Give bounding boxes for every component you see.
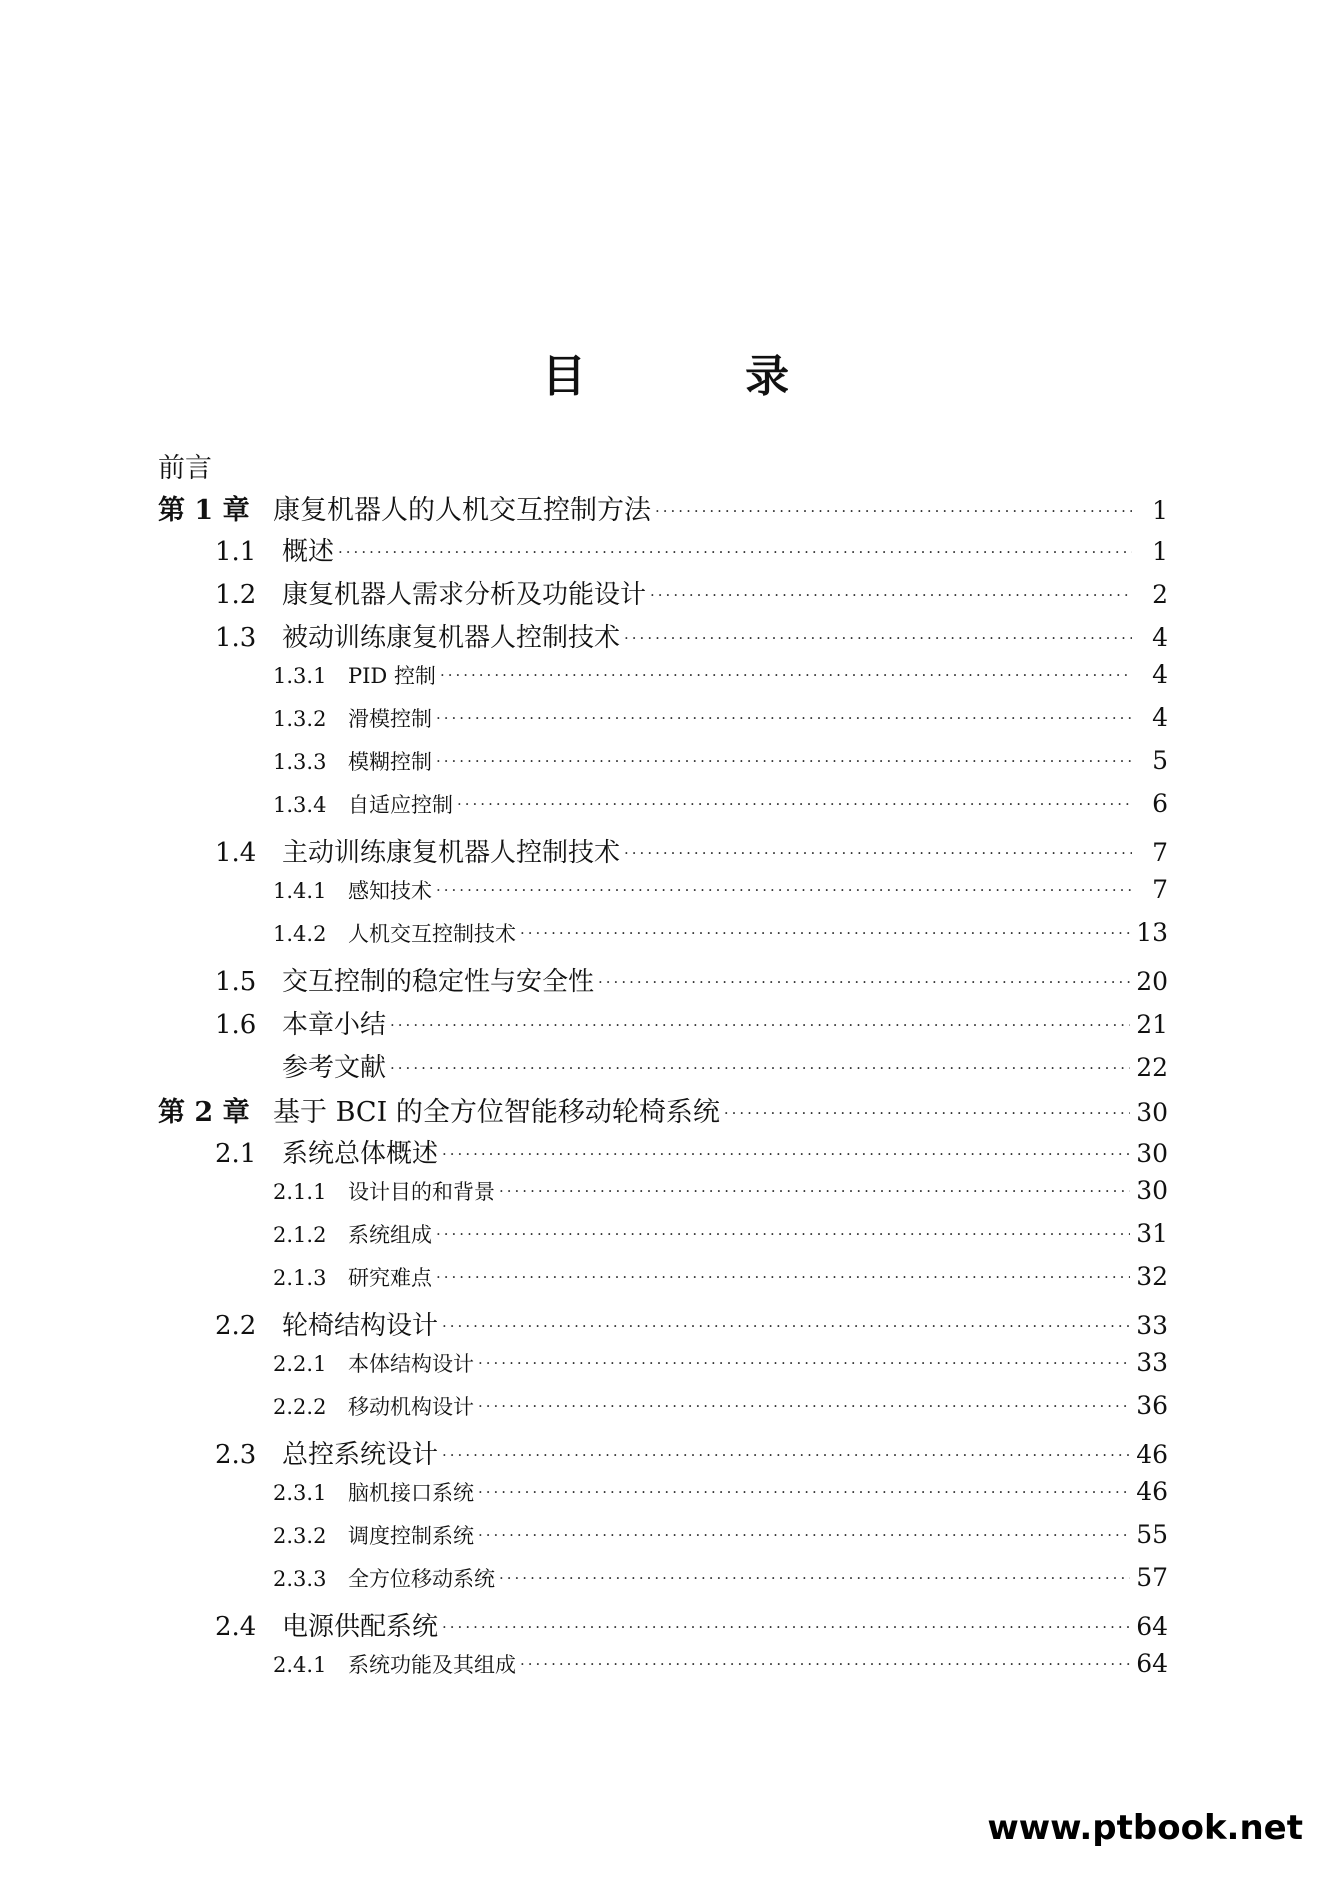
- toc-entry-section[interactable]: [158, 531, 1168, 574]
- toc-dot-leader: [436, 881, 1132, 899]
- toc-dot-leader: [624, 629, 1132, 647]
- toc-entry-number: 1.2: [215, 580, 257, 610]
- toc-entry-subsection[interactable]: [158, 1176, 1168, 1219]
- toc-dot-leader: [655, 502, 1132, 520]
- toc-entry-title: 系统组成: [348, 1223, 432, 1247]
- toc-entry-page-number: 2: [1152, 580, 1168, 609]
- toc-dot-leader: [650, 586, 1132, 604]
- toc-entry-title: 系统功能及其组成: [348, 1653, 516, 1677]
- toc-entry-number: 2.4.1: [273, 1653, 327, 1677]
- toc-dot-leader: [724, 1104, 1130, 1122]
- toc-entry-subsection[interactable]: [158, 660, 1168, 703]
- toc-dot-leader: [390, 1059, 1130, 1077]
- toc-entry-section[interactable]: [158, 574, 1168, 617]
- toc-entry-chapter[interactable]: [158, 488, 1168, 531]
- toc-entry-chapter[interactable]: [158, 1090, 1168, 1133]
- toc-entry-title: PID 控制: [348, 664, 436, 688]
- toc-entry-page-number: 13: [1136, 918, 1168, 947]
- toc-entry-subsection[interactable]: [158, 1520, 1168, 1563]
- toc-entry-subsection[interactable]: [158, 875, 1168, 918]
- toc-dot-leader: [499, 1182, 1130, 1200]
- toc-entry-subsection[interactable]: [158, 1348, 1168, 1391]
- toc-entry-number: 2.4: [215, 1612, 257, 1642]
- toc-entry-subsection[interactable]: [158, 746, 1168, 789]
- toc-dot-leader: [442, 1317, 1130, 1335]
- toc-entry-section[interactable]: [158, 1004, 1168, 1047]
- toc-entry-subsection[interactable]: [158, 1563, 1168, 1606]
- toc-entry-subsection[interactable]: [158, 1262, 1168, 1305]
- toc-entry-number: 2.3.3: [273, 1567, 327, 1591]
- toc-entry-section[interactable]: [158, 1047, 1168, 1090]
- toc-entry-number: 1.3: [215, 623, 257, 653]
- toc-entry-page-number: 30: [1136, 1139, 1168, 1168]
- toc-entry-title: 交互控制的稳定性与安全性: [282, 967, 595, 997]
- toc-dot-leader: [436, 709, 1132, 727]
- toc-entry-title: 本体结构设计: [348, 1352, 474, 1376]
- watermark: www.ptbook.net: [987, 1808, 1303, 1848]
- toc-entry-page-number: 46: [1136, 1440, 1168, 1469]
- toc-dot-leader: [442, 1446, 1130, 1464]
- toc-entry-number: 1.3.4: [273, 793, 327, 817]
- toc-entry-section[interactable]: [158, 1434, 1168, 1477]
- toc-entry-subsection[interactable]: [158, 918, 1168, 961]
- toc-entry-number: 2.1.1: [273, 1180, 327, 1204]
- toc-dot-leader: [440, 666, 1132, 684]
- toc-dot-leader: [442, 1145, 1130, 1163]
- toc-entry-subsection[interactable]: [158, 1649, 1168, 1692]
- toc-entry-title: 基于 BCI 的全方位智能移动轮椅系统: [273, 1097, 720, 1128]
- toc-entry-page-number: 64: [1136, 1612, 1168, 1641]
- toc-entry-title: 自适应控制: [348, 793, 453, 817]
- toc-entry-title: 本章小结: [282, 1010, 387, 1040]
- toc-entry-number: 2.2: [215, 1311, 257, 1341]
- toc-entry-subsection[interactable]: [158, 1219, 1168, 1262]
- toc-entry-page-number: 57: [1136, 1563, 1168, 1592]
- toc-entry-page-number: 7: [1152, 875, 1168, 904]
- toc-entry-title: 研究难点: [348, 1266, 432, 1290]
- toc-dot-leader: [478, 1483, 1130, 1501]
- toc-entry-number: 2.2.2: [273, 1395, 327, 1419]
- toc-entry-page-number: 4: [1152, 703, 1168, 732]
- toc-entry-page-number: 33: [1136, 1311, 1168, 1340]
- toc-entry-page-number: 1: [1152, 496, 1168, 525]
- toc-entry-number: 1.4.2: [273, 922, 327, 946]
- toc-entry-page-number: 1: [1152, 537, 1168, 566]
- toc-dot-leader: [436, 752, 1132, 770]
- toc-entry-page-number: 36: [1136, 1391, 1168, 1420]
- toc-entry-title: 调度控制系统: [348, 1524, 474, 1548]
- toc-dot-leader: [442, 1618, 1130, 1636]
- toc-entry-number: 2.1.3: [273, 1266, 327, 1290]
- toc-entry-title: 设计目的和背景: [348, 1180, 495, 1204]
- toc-dot-leader: [390, 1016, 1130, 1034]
- toc-dot-leader: [624, 844, 1132, 862]
- toc-entry-section[interactable]: [158, 1133, 1168, 1176]
- toc-dot-leader: [520, 924, 1130, 942]
- toc-entry-page-number: 31: [1136, 1219, 1168, 1248]
- toc-entry-title: 参考文献: [282, 1053, 387, 1083]
- toc-entry-title: 总控系统设计: [282, 1440, 439, 1470]
- toc-entry-title: 移动机构设计: [348, 1395, 474, 1419]
- toc-entry-title: 系统总体概述: [282, 1139, 439, 1169]
- toc-entry-page-number: 64: [1136, 1649, 1168, 1678]
- toc-entry-page-number: 4: [1152, 660, 1168, 689]
- toc-entry-title: 前言: [158, 453, 212, 484]
- toc-entry-section[interactable]: [158, 832, 1168, 875]
- toc-entry-section[interactable]: [158, 1606, 1168, 1649]
- toc-dot-leader: [338, 543, 1132, 561]
- toc-entry-section[interactable]: [158, 617, 1168, 660]
- toc-dot-leader: [520, 1655, 1130, 1673]
- toc-entry-number: 1.3.3: [273, 750, 327, 774]
- toc-entry-number: 1.3.1: [273, 664, 327, 688]
- toc-entry-number: 2.2.1: [273, 1352, 327, 1376]
- toc-dot-leader: [478, 1397, 1130, 1415]
- toc-entry-page-number: 20: [1136, 967, 1168, 996]
- toc-entry-page-number: 32: [1136, 1262, 1168, 1291]
- toc-entry-number: 1.5: [215, 967, 257, 997]
- toc-entry-title: 人机交互控制技术: [348, 922, 516, 946]
- toc-entry-page-number: 30: [1136, 1098, 1168, 1127]
- toc-entry-title: 模糊控制: [348, 750, 432, 774]
- toc-entry-page-number: 33: [1136, 1348, 1168, 1377]
- toc-entry-page-number: 6: [1152, 789, 1168, 818]
- toc-entry-number: 第 2 章: [158, 1097, 250, 1128]
- toc-entry-subsection[interactable]: [158, 1477, 1168, 1520]
- toc-entry-title: 全方位移动系统: [348, 1567, 495, 1591]
- toc-entry-title: 概述: [282, 537, 335, 567]
- toc-dot-leader: [436, 1268, 1130, 1286]
- toc-dot-leader: [457, 795, 1132, 813]
- toc-entry-number: 1.6: [215, 1010, 257, 1040]
- toc-entry-number: 2.1.2: [273, 1223, 327, 1247]
- toc-entry-page-number: 4: [1152, 623, 1168, 652]
- toc-entry-number: 第 1 章: [158, 495, 250, 526]
- toc-entry-title: 康复机器人需求分析及功能设计: [282, 580, 647, 610]
- toc-entry-subsection[interactable]: [158, 789, 1168, 832]
- page-title: 目 录: [541, 351, 862, 402]
- toc-dot-leader: [478, 1526, 1130, 1544]
- toc-entry-page-number: 7: [1152, 838, 1168, 867]
- toc-entry-page-number: 21: [1136, 1010, 1168, 1039]
- toc-entry-number: 1.1: [215, 537, 257, 567]
- toc-entry-title: 滑模控制: [348, 707, 432, 731]
- toc-entry-title: 感知技术: [348, 879, 432, 903]
- toc-entry-page-number: 5: [1152, 746, 1168, 775]
- toc-entry-number: 1.4: [215, 838, 257, 868]
- toc-entry-page-number: 30: [1136, 1176, 1168, 1205]
- toc-dot-leader: [499, 1569, 1130, 1587]
- toc-dot-leader: [478, 1354, 1130, 1372]
- toc-entry-number: 2.3.1: [273, 1481, 327, 1505]
- toc-entry-number: 1.3.2: [273, 707, 327, 731]
- toc-entry-subsection[interactable]: [158, 1391, 1168, 1434]
- toc-entry-section[interactable]: [158, 961, 1168, 1004]
- toc-dot-leader: [598, 973, 1130, 991]
- toc-entry-number: 2.3: [215, 1440, 257, 1470]
- toc-entry-title: 主动训练康复机器人控制技术: [282, 838, 621, 868]
- toc-entry-title: 轮椅结构设计: [282, 1311, 439, 1341]
- toc-entry-title: 脑机接口系统: [348, 1481, 474, 1505]
- toc-entry-front[interactable]: [158, 446, 1168, 488]
- toc-entry-subsection[interactable]: [158, 703, 1168, 746]
- toc-entry-number: 1.4.1: [273, 879, 327, 903]
- toc-dot-leader: [436, 1225, 1130, 1243]
- toc-entry-title: 被动训练康复机器人控制技术: [282, 623, 621, 653]
- toc-entry-title: 电源供配系统: [282, 1612, 439, 1642]
- toc-entry-page-number: 22: [1136, 1053, 1168, 1082]
- toc-entry-number: 2.3.2: [273, 1524, 327, 1548]
- toc-entry-page-number: 46: [1136, 1477, 1168, 1506]
- toc-entry-section[interactable]: [158, 1305, 1168, 1348]
- toc-entry-page-number: 55: [1136, 1520, 1168, 1549]
- toc-entry-number: 2.1: [215, 1139, 257, 1169]
- toc-entry-title: 康复机器人的人机交互控制方法: [273, 495, 651, 526]
- table-of-contents: [158, 446, 1168, 1692]
